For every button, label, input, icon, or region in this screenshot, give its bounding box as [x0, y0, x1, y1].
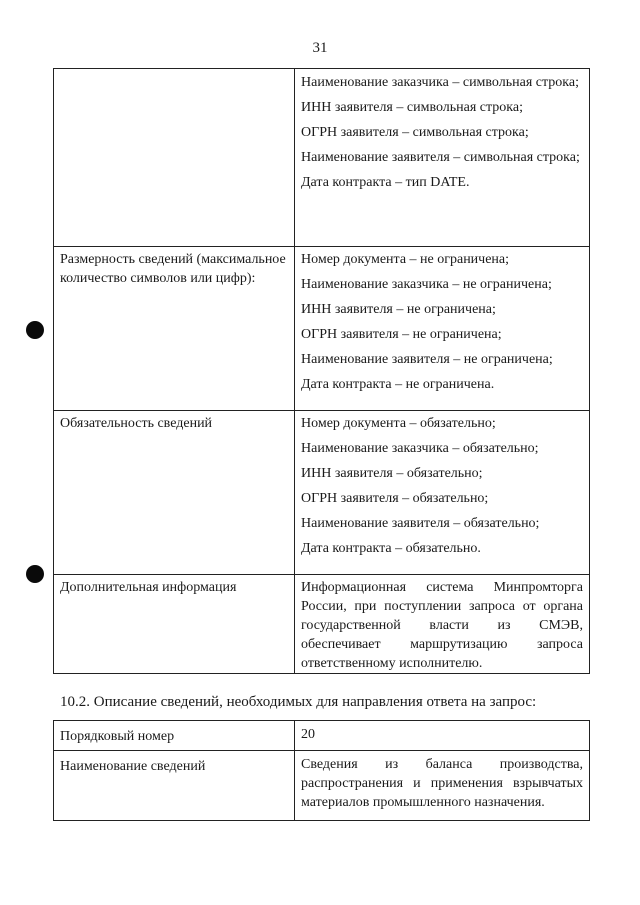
main-table	[53, 68, 590, 674]
row-label-dimension: Размерность сведений (максимальное количество символов или цифр):	[54, 247, 295, 411]
value-line: Дата контракта – обязательно.	[301, 541, 481, 556]
row-label-mandatory: Обязательность сведений	[54, 411, 295, 575]
section-heading: 10.2. Описание сведений, необходимых для направления ответа на запрос:	[60, 694, 537, 710]
value-line: Дата контракта – тип DATE.	[301, 175, 470, 190]
row-value-additional: Информационная система Минпромторга России, при поступлении запроса от органа государственной власти из СМЭВ, обеспечивает маршрутизацию запроса ответственному исполнителю.	[295, 575, 590, 674]
punch-hole-mark-2	[26, 565, 44, 583]
value-line: ИНН заявителя – обязательно;	[301, 466, 483, 481]
value-line: ИНН заявителя – символьная строка;	[301, 100, 523, 115]
response-table	[53, 720, 590, 821]
row-values	[295, 69, 590, 247]
row-label-additional: Дополнительная информация	[54, 575, 295, 674]
value-line: ОГРН заявителя – обязательно;	[301, 491, 489, 506]
value-line: Наименование заказчика – не ограничена;	[301, 277, 552, 292]
value-line: Наименование заявителя – символьная строка;	[301, 150, 580, 165]
table-row-name	[54, 751, 590, 821]
row-value-name: Сведения из баланса производства, распространения и применения взрывчатых материалов промышленного назначения.	[295, 751, 590, 821]
table-row-number	[54, 721, 590, 751]
value-line: Номер документа – не ограничена;	[301, 252, 510, 267]
value-line: ОГРН заявителя – символьная строка;	[301, 125, 529, 140]
page-number: 31	[312, 40, 328, 56]
row-label-name: Наименование сведений	[54, 751, 295, 821]
row-values-dimension	[295, 247, 590, 411]
table-row-dimension	[54, 247, 590, 411]
punch-hole-mark-1	[26, 321, 44, 339]
table-row-additional	[54, 575, 590, 674]
value-line: Номер документа – обязательно;	[301, 416, 496, 431]
value-line: Дата контракта – не ограничена.	[301, 377, 495, 392]
table-row-mandatory	[54, 411, 590, 575]
value-line: Наименование заявителя – не ограничена;	[301, 352, 553, 367]
value-line: ОГРН заявителя – не ограничена;	[301, 327, 502, 342]
row-label	[54, 69, 295, 247]
row-values-mandatory	[295, 411, 590, 575]
value-line: Наименование заказчика – символьная строка;	[301, 75, 579, 90]
row-label-number: Порядковый номер	[54, 721, 295, 751]
row-value-number: 20	[295, 721, 590, 751]
value-line: ИНН заявителя – не ограничена;	[301, 302, 496, 317]
value-line: Наименование заявителя – обязательно;	[301, 516, 540, 531]
value-line: Наименование заказчика – обязательно;	[301, 441, 539, 456]
table-row-types	[54, 69, 590, 247]
